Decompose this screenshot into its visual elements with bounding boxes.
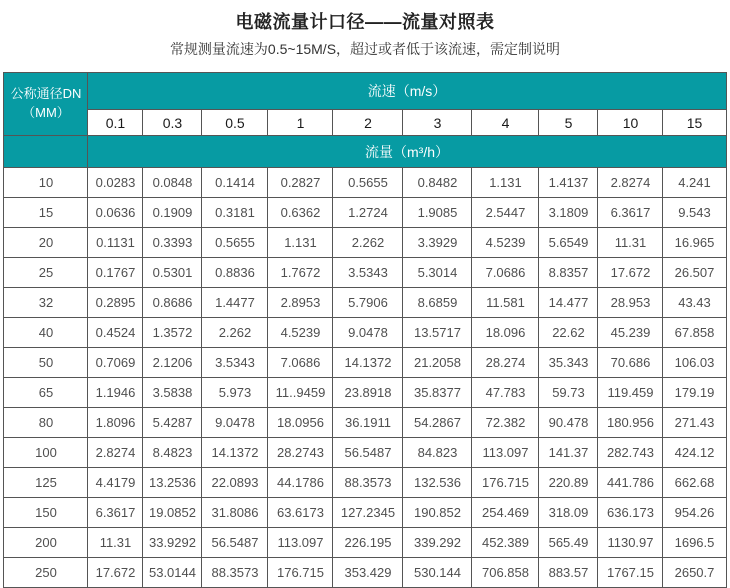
- flow-value-cell: 22.62: [539, 318, 598, 348]
- flow-value-cell: 271.43: [663, 408, 726, 438]
- flow-value-cell: 7.0686: [472, 258, 539, 288]
- table-row: [4, 528, 726, 558]
- flow-header-corner-cell: [4, 136, 88, 168]
- velocity-col-header: 3: [403, 110, 472, 136]
- flow-value-cell: 2.8953: [268, 288, 333, 318]
- dn-cell: 250: [4, 558, 88, 588]
- flow-value-cell: 90.478: [539, 408, 598, 438]
- flow-value-cell: 84.823: [403, 438, 472, 468]
- flow-value-cell: 0.0636: [88, 198, 143, 228]
- flow-value-cell: 452.389: [472, 528, 539, 558]
- dn-cell: 80: [4, 408, 88, 438]
- flow-value-cell: 954.26: [663, 498, 726, 528]
- flow-value-cell: 28.274: [472, 348, 539, 378]
- flow-comparison-table: [3, 72, 726, 588]
- flow-value-cell: 5.973: [202, 378, 268, 408]
- dn-cell: 20: [4, 228, 88, 258]
- flow-value-cell: 1.3572: [143, 318, 202, 348]
- dn-cell: 150: [4, 498, 88, 528]
- flow-value-cell: 43.43: [663, 288, 726, 318]
- flow-value-cell: 17.672: [598, 258, 663, 288]
- flow-value-cell: 70.686: [598, 348, 663, 378]
- flow-value-cell: 0.1414: [202, 168, 268, 198]
- flow-value-cell: 2.5447: [472, 198, 539, 228]
- flow-value-cell: 5.4287: [143, 408, 202, 438]
- flow-value-cell: 26.507: [663, 258, 726, 288]
- corner-header-line1: 公称通径DN: [10, 86, 82, 102]
- flow-value-cell: 530.144: [403, 558, 472, 588]
- flow-value-cell: 1.131: [472, 168, 539, 198]
- flow-value-cell: 8.8357: [539, 258, 598, 288]
- flow-value-cell: 8.4823: [143, 438, 202, 468]
- flow-value-cell: 18.096: [472, 318, 539, 348]
- table-row: [4, 258, 726, 288]
- flow-value-cell: 0.8836: [202, 258, 268, 288]
- flow-value-cell: 88.3573: [202, 558, 268, 588]
- flow-value-cell: 1130.97: [598, 528, 663, 558]
- flow-value-cell: 72.382: [472, 408, 539, 438]
- flow-value-cell: 1.1946: [88, 378, 143, 408]
- table-row: [4, 318, 726, 348]
- table-row: [4, 498, 726, 528]
- dn-cell: 50: [4, 348, 88, 378]
- flow-value-cell: 254.469: [472, 498, 539, 528]
- flow-value-cell: 106.03: [663, 348, 726, 378]
- velocity-header: 流速（m/s）: [88, 73, 726, 110]
- table-row: [4, 378, 726, 408]
- table-row: [4, 228, 726, 258]
- flow-header: 流量（m³/h）: [88, 136, 726, 168]
- flow-value-cell: 0.5655: [333, 168, 403, 198]
- flow-value-cell: 0.5655: [202, 228, 268, 258]
- dn-cell: 10: [4, 168, 88, 198]
- flow-value-cell: 1.8096: [88, 408, 143, 438]
- velocity-col-header: 0.5: [202, 110, 268, 136]
- table-row: [4, 288, 726, 318]
- flow-value-cell: 88.3573: [333, 468, 403, 498]
- flow-value-cell: 179.19: [663, 378, 726, 408]
- flow-value-cell: 113.097: [268, 528, 333, 558]
- flow-value-cell: 5.6549: [539, 228, 598, 258]
- flow-value-cell: 53.0144: [143, 558, 202, 588]
- flow-value-cell: 0.4524: [88, 318, 143, 348]
- flow-value-cell: 7.0686: [268, 348, 333, 378]
- flow-value-cell: 33.9292: [143, 528, 202, 558]
- flow-value-cell: 11.31: [598, 228, 663, 258]
- flow-value-cell: 220.89: [539, 468, 598, 498]
- flow-value-cell: 2.8274: [88, 438, 143, 468]
- flow-value-cell: 353.429: [333, 558, 403, 588]
- flow-value-cell: 883.57: [539, 558, 598, 588]
- flow-value-cell: 56.5487: [202, 528, 268, 558]
- velocity-columns-row: [4, 110, 726, 136]
- flow-value-cell: 636.173: [598, 498, 663, 528]
- flow-value-cell: 176.715: [472, 468, 539, 498]
- flow-value-cell: 1.9085: [403, 198, 472, 228]
- flow-value-cell: 13.2536: [143, 468, 202, 498]
- flow-value-cell: 0.3393: [143, 228, 202, 258]
- page-title: 电磁流量计口径——流量对照表: [235, 12, 495, 32]
- flow-value-cell: 662.68: [663, 468, 726, 498]
- flow-value-cell: 180.956: [598, 408, 663, 438]
- flow-value-cell: 1.131: [268, 228, 333, 258]
- flow-value-cell: 18.0956: [268, 408, 333, 438]
- flow-value-cell: 31.8086: [202, 498, 268, 528]
- flow-value-cell: 19.0852: [143, 498, 202, 528]
- flow-header-row: [4, 136, 726, 168]
- flow-value-cell: 14.477: [539, 288, 598, 318]
- table-row: [4, 468, 726, 498]
- flow-value-cell: 132.536: [403, 468, 472, 498]
- page-subtitle: 常规测量流速为0.5~15M/S，超过或者低于该流速，需定制说明: [169, 41, 561, 57]
- flow-value-cell: 44.1786: [268, 468, 333, 498]
- flow-value-cell: 2.262: [202, 318, 268, 348]
- flow-value-cell: 47.783: [472, 378, 539, 408]
- flow-value-cell: 0.0283: [88, 168, 143, 198]
- flow-value-cell: 190.852: [403, 498, 472, 528]
- flow-value-cell: 2.1206: [143, 348, 202, 378]
- flow-value-cell: 35.8377: [403, 378, 472, 408]
- table-row: [4, 168, 726, 198]
- flow-value-cell: 9.0478: [333, 318, 403, 348]
- flow-value-cell: 318.09: [539, 498, 598, 528]
- flow-value-cell: 14.1372: [202, 438, 268, 468]
- flow-value-cell: 0.1909: [143, 198, 202, 228]
- dn-cell: 200: [4, 528, 88, 558]
- flow-value-cell: 11.31: [88, 528, 143, 558]
- flow-value-cell: 36.1911: [333, 408, 403, 438]
- corner-header: [4, 73, 88, 136]
- flow-value-cell: 1.2724: [333, 198, 403, 228]
- flow-value-cell: 6.3617: [598, 198, 663, 228]
- flow-value-cell: 565.49: [539, 528, 598, 558]
- flow-value-cell: 113.097: [472, 438, 539, 468]
- flow-value-cell: 4.241: [663, 168, 726, 198]
- dn-cell: 100: [4, 438, 88, 468]
- table-row: [4, 558, 726, 588]
- flow-value-cell: 176.715: [268, 558, 333, 588]
- flow-value-cell: 3.5343: [202, 348, 268, 378]
- dn-cell: 15: [4, 198, 88, 228]
- flow-value-cell: 5.3014: [403, 258, 472, 288]
- table-row: [4, 438, 726, 468]
- table-body: [4, 168, 726, 588]
- flow-value-cell: 339.292: [403, 528, 472, 558]
- flow-value-cell: 22.0893: [202, 468, 268, 498]
- flow-value-cell: 4.5239: [472, 228, 539, 258]
- flow-value-cell: 28.953: [598, 288, 663, 318]
- flow-value-cell: 0.5301: [143, 258, 202, 288]
- flow-value-cell: 2.262: [333, 228, 403, 258]
- flow-value-cell: 6.3617: [88, 498, 143, 528]
- flow-value-cell: 0.8686: [143, 288, 202, 318]
- flow-value-cell: 0.7069: [88, 348, 143, 378]
- flow-value-cell: 11.581: [472, 288, 539, 318]
- flow-value-cell: 3.1809: [539, 198, 598, 228]
- dn-cell: 40: [4, 318, 88, 348]
- flow-value-cell: 0.8482: [403, 168, 472, 198]
- flow-value-cell: 9.0478: [202, 408, 268, 438]
- flow-value-cell: 4.5239: [268, 318, 333, 348]
- flow-value-cell: 2.8274: [598, 168, 663, 198]
- flow-value-cell: 706.858: [472, 558, 539, 588]
- flow-value-cell: 8.6859: [403, 288, 472, 318]
- flow-value-cell: 45.239: [598, 318, 663, 348]
- flow-value-cell: 28.2743: [268, 438, 333, 468]
- flow-value-cell: 1767.15: [598, 558, 663, 588]
- velocity-col-header: 0.1: [88, 110, 143, 136]
- flow-value-cell: 1696.5: [663, 528, 726, 558]
- flow-value-cell: 0.3181: [202, 198, 268, 228]
- flow-value-cell: 424.12: [663, 438, 726, 468]
- flow-value-cell: 226.195: [333, 528, 403, 558]
- flow-value-cell: 0.6362: [268, 198, 333, 228]
- flow-value-cell: 1.4477: [202, 288, 268, 318]
- flow-value-cell: 127.2345: [333, 498, 403, 528]
- flow-value-cell: 0.2895: [88, 288, 143, 318]
- flow-value-cell: 35.343: [539, 348, 598, 378]
- flow-value-cell: 4.4179: [88, 468, 143, 498]
- flow-value-cell: 3.5838: [143, 378, 202, 408]
- dn-cell: 65: [4, 378, 88, 408]
- flow-value-cell: 17.672: [88, 558, 143, 588]
- flow-value-cell: 11..9459: [268, 378, 333, 408]
- flow-value-cell: 0.0848: [143, 168, 202, 198]
- velocity-col-header: 0.3: [143, 110, 202, 136]
- flow-value-cell: 5.7906: [333, 288, 403, 318]
- flow-value-cell: 0.2827: [268, 168, 333, 198]
- flow-value-cell: 13.5717: [403, 318, 472, 348]
- flow-value-cell: 0.1131: [88, 228, 143, 258]
- velocity-header-row: [4, 73, 726, 110]
- velocity-col-header: 2: [333, 110, 403, 136]
- dn-cell: 125: [4, 468, 88, 498]
- flow-value-cell: 54.2867: [403, 408, 472, 438]
- flow-value-cell: 1.4137: [539, 168, 598, 198]
- velocity-col-header: 1: [268, 110, 333, 136]
- velocity-col-header: 10: [598, 110, 663, 136]
- flow-value-cell: 2650.7: [663, 558, 726, 588]
- flow-value-cell: 3.5343: [333, 258, 403, 288]
- flow-value-cell: 441.786: [598, 468, 663, 498]
- corner-header-line2: （MM）: [22, 105, 70, 120]
- flow-value-cell: 14.1372: [333, 348, 403, 378]
- flow-value-cell: 9.543: [663, 198, 726, 228]
- flow-value-cell: 1.7672: [268, 258, 333, 288]
- flow-value-cell: 63.6173: [268, 498, 333, 528]
- flow-value-cell: 0.1767: [88, 258, 143, 288]
- velocity-col-header: 15: [663, 110, 726, 136]
- flow-value-cell: 282.743: [598, 438, 663, 468]
- dn-cell: 25: [4, 258, 88, 288]
- dn-cell: 32: [4, 288, 88, 318]
- flow-value-cell: 21.2058: [403, 348, 472, 378]
- table-row: [4, 408, 726, 438]
- table-row: [4, 198, 726, 228]
- velocity-col-header: 4: [472, 110, 539, 136]
- flow-value-cell: 23.8918: [333, 378, 403, 408]
- flow-value-cell: 67.858: [663, 318, 726, 348]
- velocity-col-header: 5: [539, 110, 598, 136]
- flow-value-cell: 59.73: [539, 378, 598, 408]
- flow-value-cell: 119.459: [598, 378, 663, 408]
- flow-value-cell: 56.5487: [333, 438, 403, 468]
- table-row: [4, 348, 726, 378]
- flow-value-cell: 141.37: [539, 438, 598, 468]
- flow-value-cell: 3.3929: [403, 228, 472, 258]
- flow-value-cell: 16.965: [663, 228, 726, 258]
